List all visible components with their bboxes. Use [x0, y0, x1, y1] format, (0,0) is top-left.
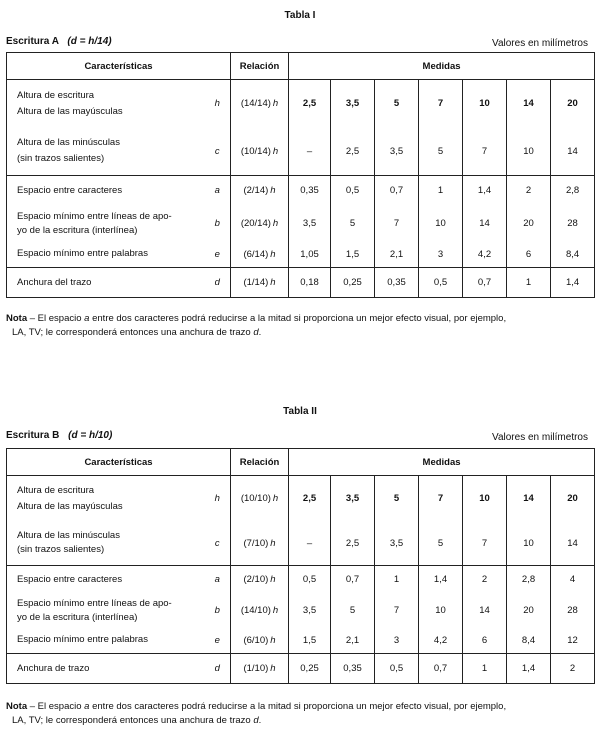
row-relation [231, 594, 289, 628]
note-label: Nota [6, 701, 28, 712]
units-label: Valores en milímetros [492, 38, 588, 49]
table-row [7, 654, 595, 684]
table-cell: 10 [419, 206, 463, 242]
table-cell: 1,5 [331, 242, 375, 268]
note-text: – El espacio [27, 313, 85, 324]
table-cell: 10 [463, 80, 507, 128]
relation-ratio: (10/10) [240, 493, 271, 505]
relation-var: h [272, 218, 279, 229]
table-cell: 2,8 [551, 176, 595, 206]
table-cell: 5 [419, 128, 463, 176]
row-name-line: Altura de las mayúsculas [17, 105, 123, 117]
relation-ratio: (2/10) [243, 574, 269, 586]
table-cell: 0,7 [331, 566, 375, 594]
table-cell: 1,4 [419, 566, 463, 594]
table-cell: 2 [507, 176, 551, 206]
table-cell: 2,5 [331, 128, 375, 176]
header-row [7, 449, 595, 476]
row-name-line: Espacio mínimo entre palabras [17, 248, 148, 260]
table-cell: 2 [463, 566, 507, 594]
relation-var: h [270, 663, 276, 674]
header-measures: Medidas [289, 449, 595, 476]
row-relation [231, 242, 289, 268]
table-cell: 4 [551, 566, 595, 594]
table-cell: 14 [463, 206, 507, 242]
table-cell: 0,35 [289, 176, 331, 206]
table-cell: 7 [375, 206, 419, 242]
table-cell: 5 [331, 594, 375, 628]
table-cell: 2,1 [331, 628, 375, 654]
table-row [7, 476, 595, 522]
table-cell: 0,35 [331, 654, 375, 684]
note-text: LA, TV; le corresponderá entonces una anchura de trazo [12, 327, 254, 338]
table-cell: 10 [507, 522, 551, 566]
table-row [7, 206, 595, 242]
row-name [7, 628, 205, 654]
note-var: d [253, 327, 259, 338]
table-cell: 14 [463, 594, 507, 628]
relation-ratio: (1/10) [243, 663, 269, 674]
row-symbol: h [205, 476, 231, 522]
row-name [7, 268, 205, 298]
table-cell: 4,2 [463, 242, 507, 268]
row-symbol: b [205, 594, 231, 628]
script-name: Escritura A [6, 36, 59, 47]
row-relation [231, 654, 289, 684]
table-cell: 0,7 [419, 654, 463, 684]
table-cell: 12 [551, 628, 595, 654]
relation-var: h [270, 574, 276, 586]
table-cell: 5 [375, 476, 419, 522]
table-cell: 5 [419, 522, 463, 566]
table-cell: 0,5 [419, 268, 463, 298]
row-name-line: Anchura de trazo [17, 662, 90, 674]
relation-var: h [270, 248, 276, 260]
row-relation [231, 176, 289, 206]
units-label: Valores en milímetros [492, 432, 588, 443]
table-cell: 8,4 [507, 628, 551, 654]
row-relation [231, 628, 289, 654]
relation-var: h [270, 537, 276, 549]
row-name-line: Altura de las mayúsculas [17, 500, 123, 512]
note-line [6, 312, 596, 326]
table-cell: 1,05 [289, 242, 331, 268]
row-name [7, 242, 205, 268]
table-cell: 0,5 [289, 566, 331, 594]
table-title: Tabla II [283, 406, 317, 417]
table-cell: 3,5 [375, 128, 419, 176]
row-name-line: Espacio mínimo entre líneas de apo- [17, 210, 172, 222]
row-name-line: Espacio mínimo entre líneas de apo- [17, 597, 172, 609]
table-cell: 20 [551, 80, 595, 128]
note-text: . [258, 715, 262, 726]
table-row [7, 242, 595, 268]
row-name-line: Altura de las minúsculas [17, 530, 120, 542]
row-name-line: (sin trazos salientes) [17, 544, 105, 556]
row-name-line: yo de la escritura (interlínea) [17, 611, 138, 623]
row-name [7, 206, 205, 242]
relation-ratio: (14/14) [240, 98, 271, 110]
script-label [6, 36, 112, 47]
table-cell: 7 [419, 476, 463, 522]
table-cell: 1 [419, 176, 463, 206]
table-cell: 28 [551, 594, 595, 628]
table-cell: 0,25 [289, 654, 331, 684]
row-name [7, 566, 205, 594]
table-note [6, 312, 596, 340]
row-relation [231, 128, 289, 176]
table-cell: 7 [463, 522, 507, 566]
table-cell: – [289, 128, 331, 176]
table-cell: 2,5 [289, 80, 331, 128]
row-name-line: Espacio mínimo entre palabras [17, 634, 148, 646]
table-cell: 1 [507, 268, 551, 298]
note-var: a [84, 701, 90, 712]
table-cell: 2,5 [331, 522, 375, 566]
note-line [6, 714, 596, 728]
relation-ratio: (7/10) [243, 537, 269, 549]
script-formula: (d = h/14) [67, 36, 112, 47]
row-symbol: e [205, 628, 231, 654]
row-symbol: d [205, 268, 231, 298]
script-formula: (d = h/10) [68, 430, 113, 441]
table-cell: 1 [375, 566, 419, 594]
table-row [7, 80, 595, 128]
table-cell: 7 [419, 80, 463, 128]
header-characteristics: Características [7, 53, 231, 80]
header-measures: Medidas [289, 53, 595, 80]
table-cell: 20 [507, 594, 551, 628]
table-cell: 0,7 [463, 268, 507, 298]
row-name-line: Espacio entre caracteres [17, 573, 123, 585]
table-cell: 0,25 [331, 268, 375, 298]
table-cell: 10 [507, 128, 551, 176]
relation-ratio: (20/14) [240, 218, 271, 229]
row-symbol: d [205, 654, 231, 684]
table-cell: 0,18 [289, 268, 331, 298]
row-name [7, 80, 205, 128]
row-name [7, 476, 205, 522]
table-cell: 5 [375, 80, 419, 128]
row-symbol: e [205, 242, 231, 268]
table-cell: 4,2 [419, 628, 463, 654]
dimensions-table [6, 52, 595, 298]
row-symbol: h [205, 80, 231, 128]
row-name-line: Anchura del trazo [17, 276, 92, 288]
table-section-1 [0, 0, 600, 370]
table-cell: 14 [551, 522, 595, 566]
row-relation [231, 522, 289, 566]
table-row [7, 594, 595, 628]
row-symbol: b [205, 206, 231, 242]
row-name-line: Altura de escritura [17, 89, 95, 101]
relation-ratio: (14/10) [240, 605, 271, 616]
table-cell: 28 [551, 206, 595, 242]
row-name [7, 176, 205, 206]
table-cell: 3,5 [375, 522, 419, 566]
header-row [7, 53, 595, 80]
table-note [6, 700, 596, 728]
note-text: entre dos caracteres podrá reducirse a la mitad si proporciona un mejor efecto visual, por ejemplo, [89, 701, 507, 712]
dimensions-table [6, 448, 595, 684]
table-cell: 6 [463, 628, 507, 654]
header-relation: Relación [231, 449, 289, 476]
table-cell: 2,8 [507, 566, 551, 594]
row-name [7, 128, 205, 176]
table-cell: 0,35 [375, 268, 419, 298]
row-name-line: Espacio entre caracteres [17, 184, 123, 196]
note-text: . [258, 327, 262, 338]
table-cell: 2 [551, 654, 595, 684]
relation-var: h [270, 277, 276, 288]
table-cell: 20 [551, 476, 595, 522]
header-characteristics: Características [7, 449, 231, 476]
table-cell: 7 [375, 594, 419, 628]
row-name [7, 594, 205, 628]
row-name [7, 522, 205, 566]
table-cell: 2,1 [375, 242, 419, 268]
table-cell: 1 [463, 654, 507, 684]
relation-var: h [270, 185, 276, 197]
row-relation [231, 80, 289, 128]
row-symbol: a [205, 176, 231, 206]
relation-var: h [272, 98, 279, 110]
table-cell: 3 [375, 628, 419, 654]
table-row [7, 628, 595, 654]
note-line [6, 326, 596, 340]
table-cell: 1,4 [463, 176, 507, 206]
row-name-line: Altura de escritura [17, 484, 95, 496]
relation-var: h [272, 493, 279, 505]
table-cell: 3,5 [331, 80, 375, 128]
table-cell: 5 [331, 206, 375, 242]
table-cell: 14 [507, 476, 551, 522]
table-cell: 3,5 [331, 476, 375, 522]
row-symbol: c [205, 128, 231, 176]
relation-ratio: (10/14) [240, 145, 271, 157]
table-cell: 2,5 [289, 476, 331, 522]
table-cell: 7 [463, 128, 507, 176]
relation-ratio: (1/14) [243, 277, 269, 288]
row-relation [231, 566, 289, 594]
relation-var: h [272, 605, 279, 616]
note-label: Nota [6, 313, 28, 324]
row-relation [231, 206, 289, 242]
table-cell: 3 [419, 242, 463, 268]
table-row [7, 128, 595, 176]
row-relation [231, 476, 289, 522]
row-name-line: (sin trazos salientes) [17, 153, 105, 165]
relation-ratio: (6/14) [243, 248, 269, 260]
table-cell: 1,4 [507, 654, 551, 684]
table-cell: 20 [507, 206, 551, 242]
note-var: a [84, 313, 90, 324]
table-row [7, 268, 595, 298]
script-name: Escritura B [6, 430, 60, 441]
table-title: Tabla I [284, 10, 316, 21]
table-cell: 14 [551, 128, 595, 176]
table-cell: 3,5 [289, 206, 331, 242]
table-cell: 0,7 [375, 176, 419, 206]
table-cell: 3,5 [289, 594, 331, 628]
table-cell: – [289, 522, 331, 566]
note-line [6, 700, 596, 714]
note-var: d [253, 715, 259, 726]
row-symbol: c [205, 522, 231, 566]
table-cell: 14 [507, 80, 551, 128]
header-relation: Relación [231, 53, 289, 80]
table-cell: 1,4 [551, 268, 595, 298]
row-symbol: a [205, 566, 231, 594]
row-relation [231, 268, 289, 298]
relation-ratio: (6/10) [243, 634, 269, 646]
table-cell: 0,5 [331, 176, 375, 206]
table-cell: 10 [463, 476, 507, 522]
table-cell: 0,5 [375, 654, 419, 684]
relation-var: h [272, 145, 279, 157]
table-cell: 6 [507, 242, 551, 268]
table-cell: 10 [419, 594, 463, 628]
table-row [7, 176, 595, 206]
table-row [7, 566, 595, 594]
table-row [7, 522, 595, 566]
relation-ratio: (2/14) [243, 185, 269, 197]
relation-var: h [270, 634, 276, 646]
row-name [7, 654, 205, 684]
script-label [6, 430, 112, 441]
note-text: entre dos caracteres podrá reducirse a la mitad si proporciona un mejor efecto visual, por ejemplo, [89, 313, 507, 324]
row-name-line: Altura de las minúsculas [17, 137, 120, 149]
table-cell: 1,5 [289, 628, 331, 654]
table-cell: 8,4 [551, 242, 595, 268]
table-section-2 [0, 400, 600, 747]
row-name-line: yo de la escritura (interlínea) [17, 224, 138, 236]
note-text: – El espacio [27, 701, 85, 712]
note-text: LA, TV; le corresponderá entonces una anchura de trazo [12, 715, 254, 726]
